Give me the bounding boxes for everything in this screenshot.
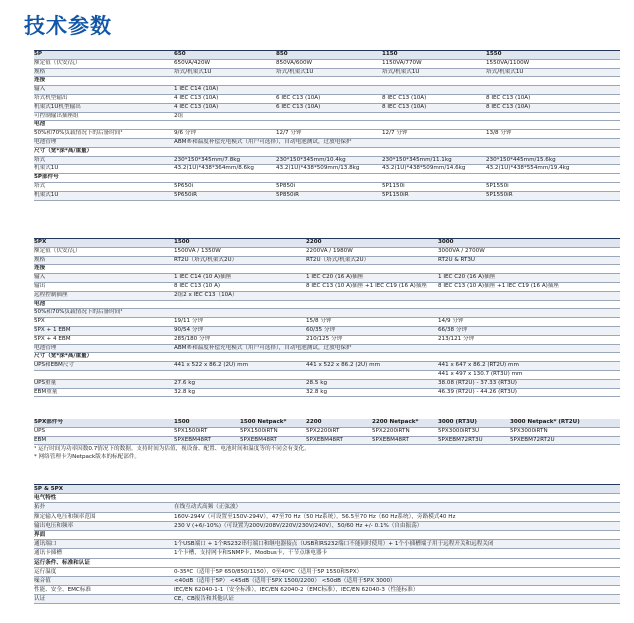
cell-label: 连接 bbox=[34, 77, 46, 84]
section-row bbox=[34, 301, 620, 310]
section-row bbox=[34, 353, 620, 362]
parts-row bbox=[34, 428, 620, 437]
cell-value: 27.6 kg bbox=[174, 379, 196, 386]
cell-value: <40dB（适用于5P） <45dB（适用于5PX 1500/2200） <50dB（适用于5PX 3000） bbox=[174, 577, 396, 584]
cell-value: ABM®和温度补偿充电模式（用户可选择），自动电池测试，过放电保护 bbox=[174, 138, 352, 145]
table-row bbox=[34, 139, 620, 148]
cell-value: 213/121 分钟 bbox=[438, 335, 475, 342]
cell-label: 50%和70%负载情况下的后备时间¹ bbox=[34, 130, 123, 137]
table-5p-5px-common bbox=[34, 484, 620, 604]
cell-label: 电气特性 bbox=[34, 495, 57, 502]
section-row bbox=[34, 265, 620, 274]
cell-value: 850VA/600W bbox=[276, 59, 313, 66]
table-row bbox=[34, 568, 620, 577]
cell-value: 5PXEBM48RT bbox=[240, 436, 277, 443]
header-cell-label: 5P & 5PX bbox=[34, 486, 64, 492]
cell-value: 9/6 分钟 bbox=[174, 130, 196, 137]
table-row bbox=[34, 248, 620, 257]
cell-label: 塔式机型输出 bbox=[34, 94, 68, 101]
cell-value: 5P850i bbox=[276, 182, 296, 189]
cell-value: 5P1150iR bbox=[382, 191, 409, 198]
cell-value: 1150VA/770W bbox=[382, 59, 422, 66]
parts-header-row bbox=[34, 419, 620, 428]
cell-label: 认证 bbox=[34, 596, 46, 603]
cell-label: 通讯端口 bbox=[34, 541, 57, 548]
table-row bbox=[34, 549, 620, 558]
cell-label: 5PX bbox=[34, 318, 45, 325]
header-cell-value: 2200 bbox=[306, 419, 322, 425]
cell-value: 5P1550i bbox=[486, 182, 509, 189]
cell-value: 1 IEC C14 (10A) bbox=[174, 86, 219, 93]
cell-value: 4 IEC C13 (10A) bbox=[174, 94, 219, 101]
cell-value: 38.08 (RT2U) - 37.33 (RT3U) bbox=[438, 379, 517, 386]
cell-value: 43.2(1U)*438*509mm/13.8kg bbox=[276, 165, 360, 172]
cell-label: 噪音值 bbox=[34, 577, 51, 584]
table-row bbox=[34, 389, 620, 398]
cell-value: 160V-294V（可设置至150V-294V），47至70 Hz（50 Hz系统），56.5至70 Hz（60 Hz系统），旁路模式40 Hz bbox=[174, 513, 456, 520]
cell-value: 5PX1500iRTN bbox=[240, 427, 278, 434]
table-header-row bbox=[34, 50, 620, 60]
cell-value: 塔式/机架式1U bbox=[174, 68, 212, 75]
cell-value: 285/180 分钟 bbox=[174, 335, 211, 342]
cell-value: 塔式/机架式1U bbox=[382, 68, 420, 75]
cell-value: CE，CB报告和其他认证 bbox=[174, 596, 234, 603]
header-cell-value: 1500 bbox=[174, 419, 190, 425]
cell-value: 1500VA / 1350W bbox=[174, 247, 221, 254]
cell-value: 1个卡槽，支持网卡和SNMP卡，Modbus卡，干节点继电器卡 bbox=[174, 550, 328, 557]
cell-label: 5PX + 4 EBM bbox=[34, 335, 71, 342]
cell-value: 1 IEC C14 (10 A)插座 bbox=[174, 274, 232, 281]
table-row bbox=[34, 86, 620, 95]
table-row bbox=[34, 274, 620, 283]
cell-value: 5PX2200iRT bbox=[306, 427, 340, 434]
cell-value: 43.2(1U)*438*509mm/14.6kg bbox=[382, 165, 466, 172]
cell-value: 441 x 522 x 86.2 (2U) mm bbox=[174, 362, 249, 369]
table-row bbox=[34, 183, 620, 192]
cell-label: 运行温度 bbox=[34, 568, 57, 575]
cell-value: 2200VA / 1980W bbox=[306, 247, 353, 254]
cell-label: 规格 bbox=[34, 256, 46, 263]
table-row bbox=[34, 345, 620, 354]
cell-value: 6 IEC C13 (10A) bbox=[276, 94, 321, 101]
cell-value: 66/38 分钟 bbox=[438, 326, 468, 333]
cell-value: 14/9 分钟 bbox=[438, 318, 464, 325]
cell-label: 额定值（伏安/瓦） bbox=[34, 59, 81, 66]
header-cell-label: 5PX部件号 bbox=[34, 419, 64, 425]
cell-value: 3000VA / 2700W bbox=[438, 247, 485, 254]
table-5px-part-numbers bbox=[34, 419, 620, 445]
cell-value: 1550VA/1100W bbox=[486, 59, 530, 66]
cell-value: ABM®和温度补偿充电模式（用户可选择），自动电池测试，过放电保护 bbox=[174, 344, 352, 351]
cell-label: 50%和70%负载情况下的后备时间¹ bbox=[34, 309, 123, 316]
section-row bbox=[34, 494, 620, 503]
cell-label: UPS和EBM尺寸 bbox=[34, 362, 74, 369]
header-cell-value: 1150 bbox=[382, 51, 398, 57]
footnotes bbox=[34, 446, 620, 461]
table-row bbox=[34, 371, 620, 380]
header-cell-label: 5P bbox=[34, 51, 42, 57]
table-row bbox=[34, 595, 620, 604]
cell-label: 塔式 bbox=[34, 182, 46, 189]
header-cell-value: 1500 Netpack* bbox=[240, 419, 287, 425]
cell-label: 电池管理 bbox=[34, 344, 57, 351]
cell-value: 441 x 497 x 130.7 (RT3U) mm bbox=[438, 370, 523, 377]
cell-label: 尺寸（宽*深*高/重量） bbox=[34, 147, 93, 154]
cell-value: 230*150*345mm/7.8kg bbox=[174, 156, 241, 163]
cell-label: 性能、安全、EMC标准 bbox=[34, 587, 92, 594]
cell-value: 441 x 647 x 86.2 (RT2U) mm bbox=[438, 362, 519, 369]
table-5px bbox=[34, 238, 620, 397]
cell-label: 输入 bbox=[34, 274, 46, 281]
header-cell-value: 3000 (RT3U) bbox=[438, 419, 477, 425]
cell-label: 机架式1U机型输出 bbox=[34, 103, 81, 110]
cell-value: 1 IEC C20 (16 A)插座 bbox=[438, 274, 496, 281]
table-row bbox=[34, 283, 620, 292]
header-cell-value: 1500 bbox=[174, 239, 190, 245]
cell-label: 可控制输出插座组 bbox=[34, 112, 79, 119]
table-header-row bbox=[34, 484, 620, 494]
cell-value: 6 IEC C13 (10A) bbox=[276, 103, 321, 110]
cell-value: 5PXEBM48RT bbox=[372, 436, 409, 443]
cell-value: 5P650iR bbox=[174, 191, 198, 198]
cell-label: 5PX + 1 EBM bbox=[34, 326, 71, 333]
cell-value: 90/54 分钟 bbox=[174, 326, 204, 333]
cell-value: 210/125 分钟 bbox=[306, 335, 343, 342]
section-row bbox=[34, 559, 620, 568]
cell-label: 机架式1U bbox=[34, 191, 59, 198]
header-cell-value: 1550 bbox=[486, 51, 502, 57]
section-row bbox=[34, 148, 620, 157]
cell-label: 输入 bbox=[34, 86, 46, 93]
header-cell-value: 3000 bbox=[438, 239, 454, 245]
cell-value: 43.2(1U)*438*364mm/8.6kg bbox=[174, 165, 254, 172]
table-row bbox=[34, 192, 620, 201]
cell-label: EBM重量 bbox=[34, 388, 58, 395]
cell-value: 230*150*345mm/11.1kg bbox=[382, 156, 452, 163]
cell-label: 电池 bbox=[34, 300, 46, 307]
cell-value: 46.39 (RT2U) - 44.26 (RT3U) bbox=[438, 388, 517, 395]
table-row bbox=[34, 60, 620, 69]
cell-value: 12/7 分钟 bbox=[382, 130, 408, 137]
cell-value: 5P650i bbox=[174, 182, 194, 189]
cell-value: 5PXEBM48RT bbox=[306, 436, 343, 443]
cell-label: 输出电压和频率 bbox=[34, 522, 74, 529]
table-row bbox=[34, 540, 620, 549]
cell-value: RT2U（塔式/机架式2U） bbox=[306, 256, 370, 263]
parts-row bbox=[34, 437, 620, 446]
cell-value: 650VA/420W bbox=[174, 59, 211, 66]
cell-value: RT2U（塔式/机架式2U） bbox=[174, 256, 238, 263]
cell-label: 电池管理 bbox=[34, 138, 57, 145]
cell-label: 拓扑 bbox=[34, 504, 46, 511]
cell-value: 32.8 kg bbox=[306, 388, 328, 395]
cell-value: 在线互动式高频（正弦波） bbox=[174, 504, 242, 511]
header-cell-value: 3000 Netpack* (RT2U) bbox=[510, 419, 580, 425]
cell-label: 额定输入电压和频率范围 bbox=[34, 513, 96, 520]
cell-value: 4 IEC C13 (10A) bbox=[174, 103, 219, 110]
cell-value: 1 IEC C20 (16 A)插座 bbox=[306, 274, 364, 281]
section-row bbox=[34, 121, 620, 130]
cell-label: 塔式 bbox=[34, 156, 46, 163]
cell-value: 5P1550iR bbox=[486, 191, 513, 198]
cell-label: UPS bbox=[34, 427, 46, 434]
cell-value: 塔式/机架式1U bbox=[486, 68, 524, 75]
table-row bbox=[34, 522, 620, 531]
cell-value: 8 IEC C13 (10A) bbox=[486, 103, 531, 110]
section-row bbox=[34, 531, 620, 540]
cell-value: 60/35 分钟 bbox=[306, 326, 336, 333]
cell-value: 5PXEBM72RT3U bbox=[438, 436, 483, 443]
cell-value: 5PX2200iRTN bbox=[372, 427, 410, 434]
cell-value: 5PXEBM72RT2U bbox=[510, 436, 555, 443]
header-cell-value: 2200 bbox=[306, 239, 322, 245]
cell-label: 界面 bbox=[34, 531, 46, 538]
table-row bbox=[34, 113, 620, 122]
table-row bbox=[34, 95, 620, 104]
table-row bbox=[34, 157, 620, 166]
table-row bbox=[34, 104, 620, 113]
cell-label: 连接 bbox=[34, 265, 46, 272]
cell-value: 230 V (+6/-10%)（可设置为200V/208V/220V/230V/240V），50/60 Hz +/- 0.1%（自由振荡） bbox=[174, 522, 423, 529]
table-row bbox=[34, 362, 620, 371]
table-row bbox=[34, 513, 620, 522]
cell-value: 2组 bbox=[174, 112, 184, 119]
cell-label: 尺寸（宽*深*高/重量） bbox=[34, 353, 93, 360]
footnote: * 网络管理卡为Netpack版本的标配部件。 bbox=[34, 453, 141, 460]
table-row bbox=[34, 257, 620, 266]
table-row bbox=[34, 327, 620, 336]
table-row bbox=[34, 318, 620, 327]
footnote: ¹ 运行时间为功率因数0.7情况下的数据。支持时间为估值，视设备、配置、电池时间和温度等的不同会有变化。 bbox=[34, 446, 310, 452]
cell-value: 8 IEC C13 (10 A)插座 +1 IEC C19 (16 A)插座 bbox=[438, 282, 560, 289]
table-row bbox=[34, 309, 620, 318]
table-row bbox=[34, 586, 620, 595]
cell-value: 15/8 分钟 bbox=[306, 318, 332, 325]
table-row bbox=[34, 336, 620, 345]
header-cell-value: 2200 Netpack* bbox=[372, 419, 419, 425]
cell-value: 0-35ºC（适用于5P 650/850/1150），0至40ºC（适用于5P 1550和5PX） bbox=[174, 568, 363, 575]
cell-label: 机架式1U bbox=[34, 165, 59, 172]
cell-value: 5PX3000iRTN bbox=[510, 427, 548, 434]
cell-label: EBM bbox=[34, 436, 47, 443]
cell-value: 230*150*345mm/10.4kg bbox=[276, 156, 346, 163]
table-row bbox=[34, 130, 620, 139]
cell-value: 1个USB端口 + 1个RS232串行端口和继电器接点（USB和RS232端口不能同时使用）+ 1个小插槽端子用于远程开关和远程关闭 bbox=[174, 541, 494, 548]
cell-value: 8 IEC C13 (10A) bbox=[382, 103, 427, 110]
cell-label: 输出 bbox=[34, 282, 46, 289]
header-cell-value: 850 bbox=[276, 51, 288, 57]
table-row bbox=[34, 577, 620, 586]
cell-label: 额定值（伏安/瓦） bbox=[34, 247, 81, 254]
cell-value: 8 IEC C13 (10 A) bbox=[174, 282, 221, 289]
cell-value: 8 IEC C13 (10 A)插座 +1 IEC C19 (16 A)插座 bbox=[306, 282, 428, 289]
cell-value: 19/11 分钟 bbox=[174, 318, 204, 325]
cell-value: IEC/EN 62040-1-1（安全标准），IEC/EN 62040-2（EMC标准），IEC/EN 62040-3（性能标准） bbox=[174, 587, 419, 594]
cell-value: 28.5 kg bbox=[306, 379, 328, 386]
cell-value: 塔式/机架式1U bbox=[276, 68, 314, 75]
cell-value: 441 x 522 x 86.2 (2U) mm bbox=[306, 362, 381, 369]
table-row bbox=[34, 380, 620, 389]
table-5p bbox=[34, 50, 620, 201]
cell-label: 通讯卡插槽 bbox=[34, 550, 62, 557]
cell-value: 32.8 kg bbox=[174, 388, 196, 395]
cell-label: UPS重量 bbox=[34, 379, 57, 386]
page-title: 技术参数 bbox=[24, 14, 112, 38]
table-header-row bbox=[34, 238, 620, 248]
cell-value: 5P850iR bbox=[276, 191, 300, 198]
cell-value: 5PX3000iRT3U bbox=[438, 427, 480, 434]
cell-value: RT2U & RT3U bbox=[438, 256, 476, 263]
cell-label: 电池 bbox=[34, 121, 46, 128]
cell-value: 230*150*445mm/15.6kg bbox=[486, 156, 556, 163]
section-row bbox=[34, 174, 620, 183]
cell-label: 规格 bbox=[34, 68, 46, 75]
cell-value: 2组2 x IEC C13（10A） bbox=[174, 291, 238, 298]
cell-value: 13/8 分钟 bbox=[486, 130, 512, 137]
cell-label: 远程控制插座 bbox=[34, 291, 68, 298]
cell-value: 43.2(1U)*438*554mm/19.4kg bbox=[486, 165, 570, 172]
cell-label: 5P部件号 bbox=[34, 174, 59, 181]
table-row bbox=[34, 292, 620, 301]
table-row bbox=[34, 69, 620, 78]
header-cell-label: 5PX bbox=[34, 239, 47, 245]
table-row bbox=[34, 503, 620, 512]
cell-value: 8 IEC C13 (10A) bbox=[382, 94, 427, 101]
cell-label: 运行条件、标准和认证 bbox=[34, 559, 90, 566]
header-cell-value: 650 bbox=[174, 51, 186, 57]
cell-value: 8 IEC C13 (10A) bbox=[486, 94, 531, 101]
table-row bbox=[34, 165, 620, 174]
cell-value: 5PX1500iRT bbox=[174, 427, 208, 434]
cell-value: 5P1150i bbox=[382, 182, 405, 189]
cell-value: 5PXEBM48RT bbox=[174, 436, 211, 443]
cell-value: 12/7 分钟 bbox=[276, 130, 302, 137]
section-row bbox=[34, 77, 620, 86]
